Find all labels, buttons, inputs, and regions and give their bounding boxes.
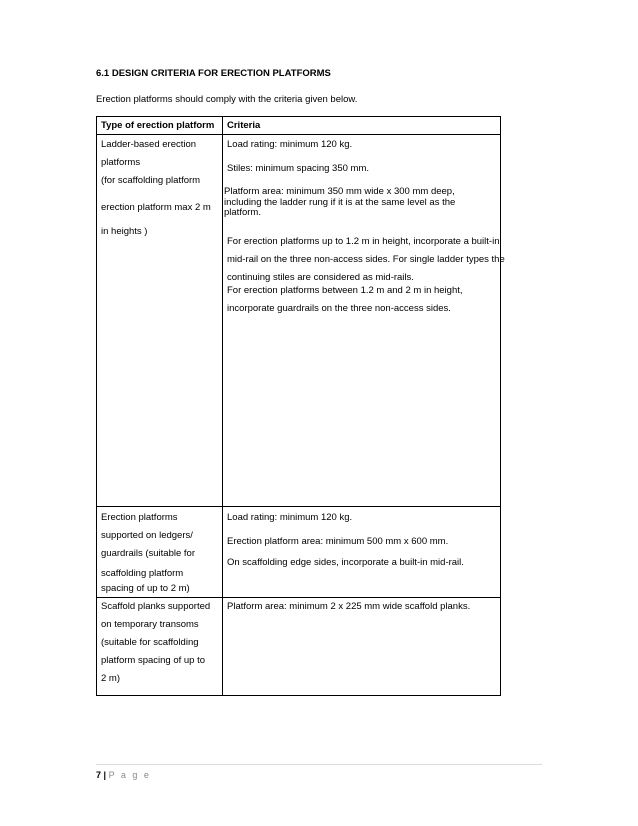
- row1-type-line1: Ladder-based erection: [101, 139, 197, 150]
- row2-criteria-1: Load rating: minimum 120 kg.: [227, 512, 353, 523]
- row1-type-line5: in heights ): [101, 226, 148, 237]
- row2-type-line4: scaffolding platform: [101, 568, 184, 579]
- row2-type-line1: Erection platforms: [101, 512, 178, 523]
- row2-type-line3: guardrails (suitable for: [101, 548, 195, 559]
- row2-type-line5: spacing of up to 2 m): [101, 583, 190, 594]
- footer-divider: [96, 764, 542, 765]
- row1-criteria-2: Stiles: minimum spacing 350 mm.: [227, 163, 370, 174]
- row3-type-line3: (suitable for scaffolding: [101, 637, 199, 648]
- row3-type-line5: 2 m): [101, 673, 120, 684]
- row1-type-line2: platforms: [101, 157, 141, 168]
- row1-type-line3: (for scaffolding platform: [101, 175, 201, 186]
- header-divider: [97, 134, 500, 135]
- page-number: 7: [96, 770, 102, 780]
- row1-criteria-5: For erection platforms between 1.2 m and 2 m in height, incorporate guardrails on the three non-access sides.: [227, 285, 463, 314]
- header-criteria: Criteria: [227, 120, 261, 131]
- row3-type-line1: Scaffold planks supported: [101, 601, 211, 612]
- intro-text: Erection platforms should comply with the criteria given below.: [96, 94, 358, 105]
- page-footer: [96, 770, 151, 780]
- row3-criteria-1: Platform area: minimum 2 x 225 mm wide scaffold planks.: [227, 601, 471, 612]
- row-divider: [97, 506, 500, 507]
- row2-type-line2: supported on ledgers/: [101, 530, 193, 541]
- header-type: Type of erection platform: [101, 120, 215, 131]
- row2-criteria-2: Erection platform area: minimum 500 mm x 600 mm.: [227, 536, 449, 547]
- row1-type-line4: erection platform max 2 m: [101, 202, 211, 213]
- row2-criteria-3: On scaffolding edge sides, incorporate a built-in mid-rail.: [227, 557, 464, 568]
- row3-type-line4: platform spacing of up to: [101, 655, 206, 666]
- row1-criteria-3: Platform area: minimum 350 mm wide x 300 mm deep, including the ladder rung if it is at the same level as the platform.: [224, 186, 456, 218]
- footer-separator: |: [103, 770, 107, 780]
- row3-type-line2: on temporary transoms: [101, 619, 199, 630]
- column-divider: [222, 117, 223, 695]
- row1-criteria-1: Load rating: minimum 120 kg.: [227, 139, 353, 150]
- criteria-table: [96, 116, 505, 696]
- page-label: P a g e: [108, 770, 151, 780]
- section-heading: 6.1 DESIGN CRITERIA FOR ERECTION PLATFORMS: [96, 68, 331, 79]
- row1-criteria-4: For erection platforms up to 1.2 m in height, incorporate a built-in mid-rail on the three non-access sides. For single ladder types the continuing stiles are considered as mid-rails.: [227, 236, 505, 283]
